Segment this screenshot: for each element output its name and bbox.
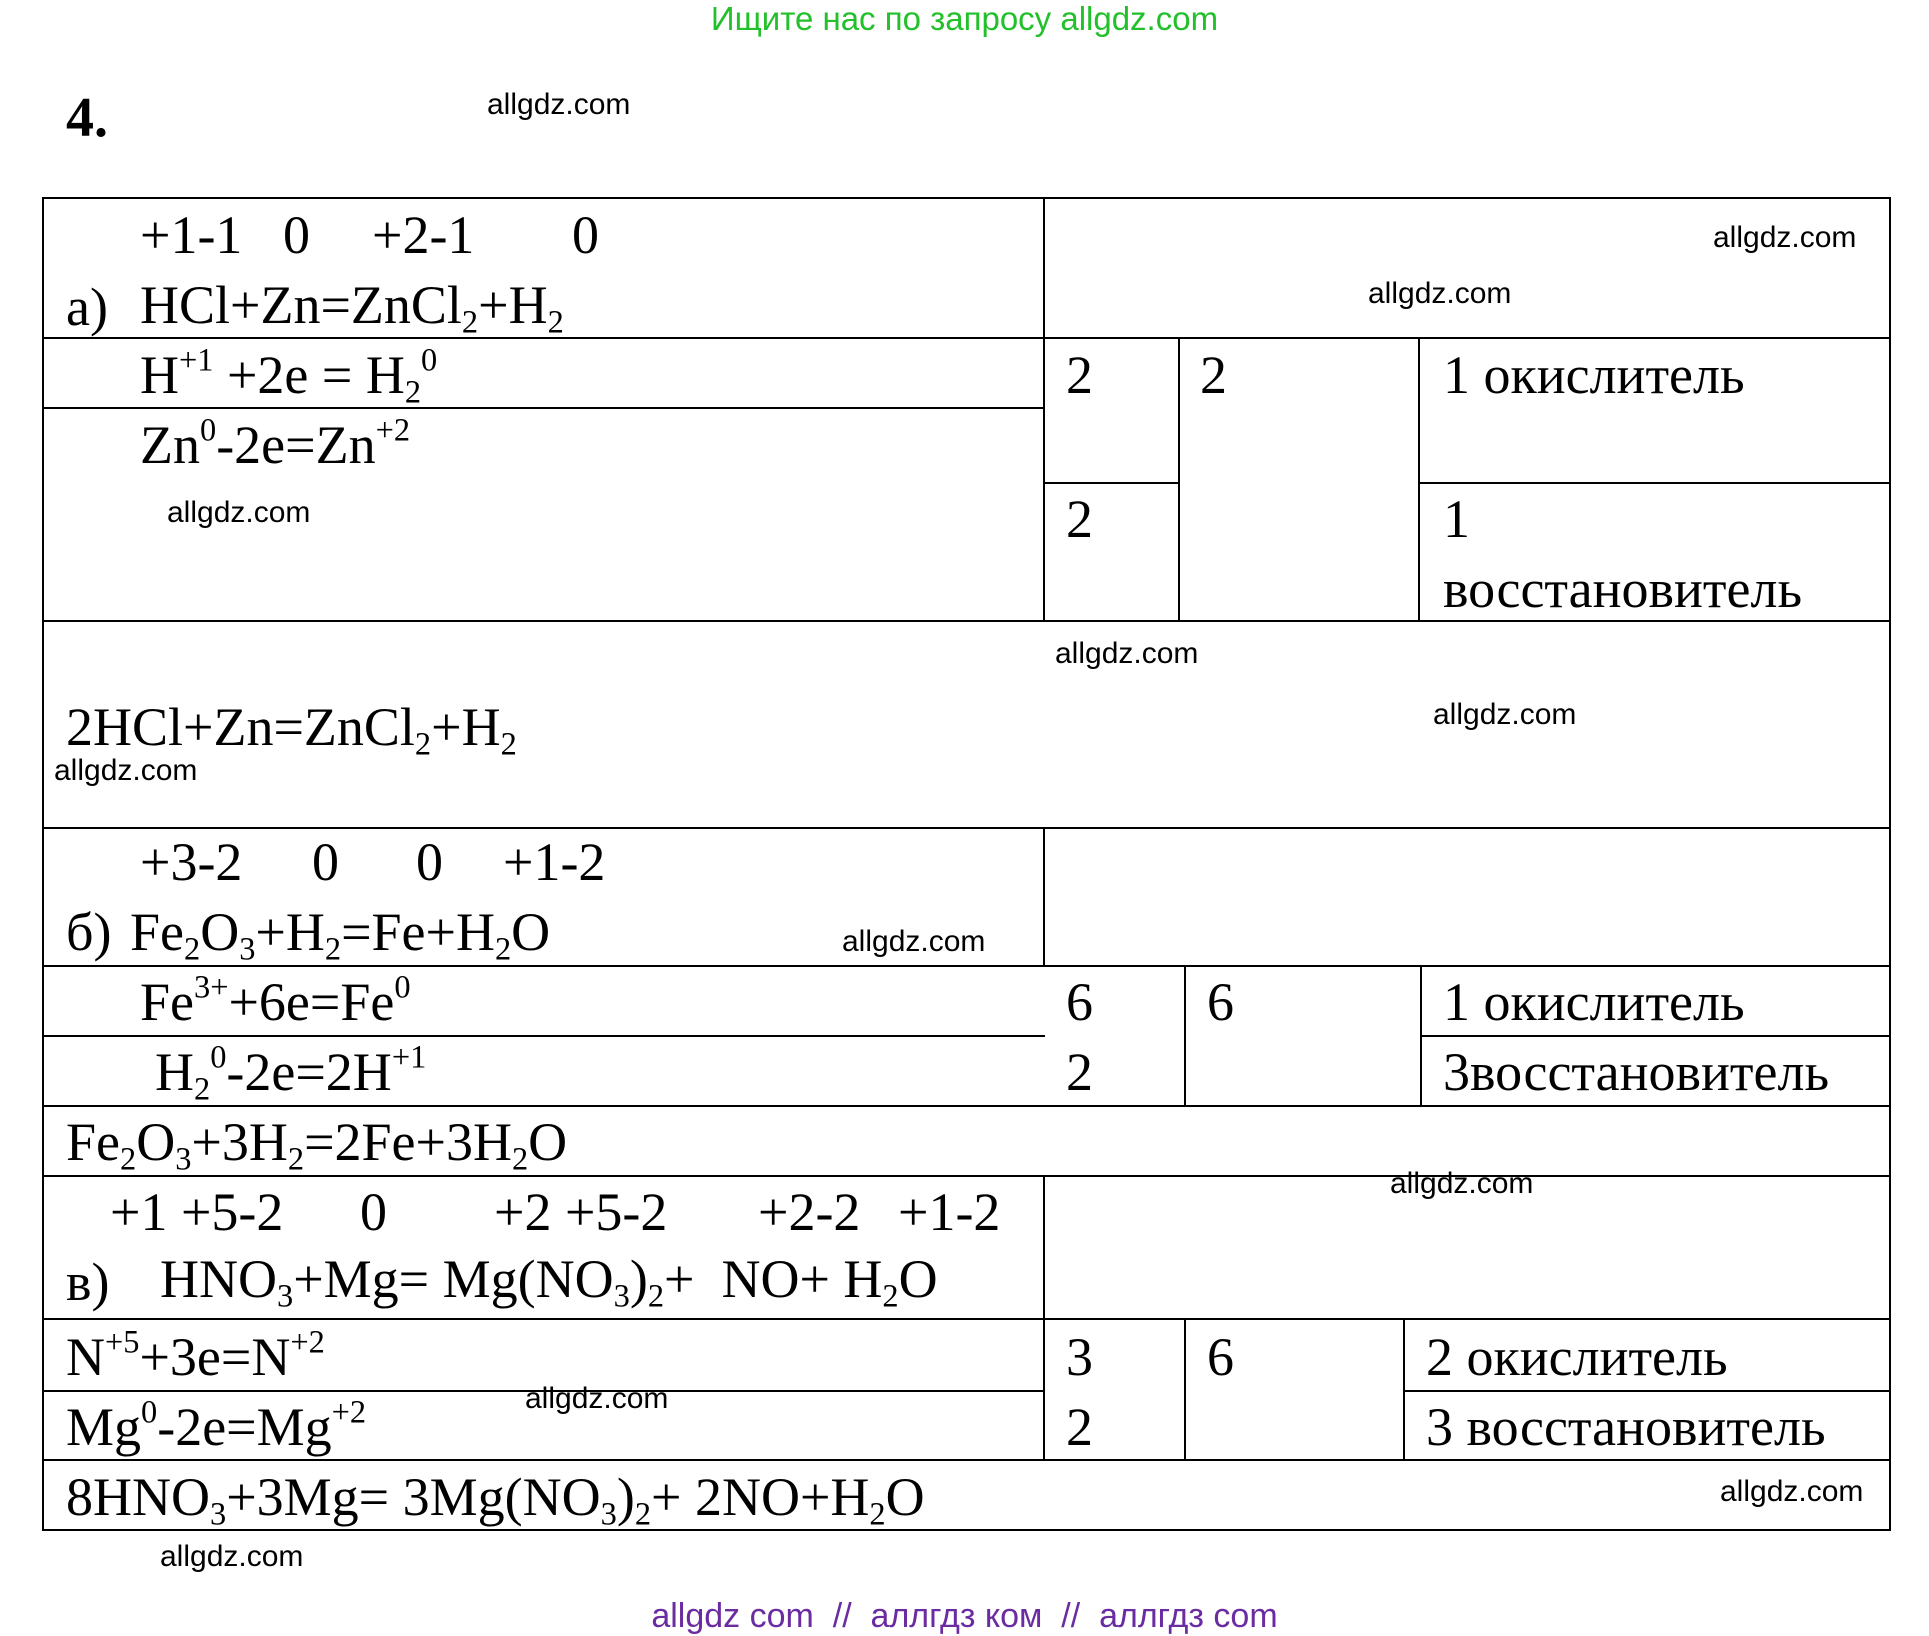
footer-banner[interactable]: allgdz com // аллгдз ком // аллгдз com	[651, 1597, 1278, 1635]
row-rule	[1420, 1035, 1891, 1037]
c-oxidation-state: +1-2	[898, 1182, 1001, 1242]
task-number: 4.	[66, 87, 108, 149]
watermark: allgdz.com	[487, 88, 631, 121]
b-electrons-2: 2	[1066, 1042, 1093, 1102]
row-rule	[42, 1035, 1045, 1037]
row-rule	[1045, 482, 1179, 484]
c-electrons-1: 3	[1066, 1327, 1093, 1387]
a-oxidation-state: 0	[283, 205, 310, 265]
b-half-reaction-1: $Fe^{3+}+6e=Fe^0$	[140, 969, 411, 1032]
b-oxidation-state: 0	[312, 832, 339, 892]
c-role-oxidizer: 2 окислитель	[1426, 1327, 1728, 1387]
watermark: allgdz.com	[160, 1540, 304, 1573]
a-role-reducer: восстановитель	[1443, 559, 1803, 619]
a-role-coef-reducer: 1	[1443, 489, 1470, 549]
a-oxidation-state: +2-1	[372, 205, 475, 265]
table-border-left	[42, 197, 44, 1531]
row-rule	[42, 827, 1891, 829]
b-equation: $Fe_2O_3+H_2=Fe+H_2O$	[130, 902, 551, 968]
c-oxidation-state: +2-2	[758, 1182, 861, 1242]
col-rule	[1403, 1318, 1405, 1461]
col-rule	[1420, 965, 1422, 1105]
a-label: а)	[66, 277, 108, 337]
a-electrons-1: 2	[1066, 345, 1093, 405]
a-equation: $HCl+Zn=ZnCl_2+H_2$	[140, 275, 564, 341]
header-banner[interactable]: Ищите нас по запросу allgdz.com	[710, 0, 1219, 37]
b-oxidation-state: 0	[416, 832, 443, 892]
c-oxidation-state: 0	[360, 1182, 387, 1242]
a-half-reaction-1: $H^{+1} +2e = H_2^0$	[140, 342, 438, 411]
c-equation: $HNO_3+Mg= Mg(NO_3)_2+ NO+ H_2O$	[160, 1249, 938, 1315]
b-oxidation-state: +3-2	[140, 832, 243, 892]
row-rule	[42, 1459, 1891, 1461]
row-rule	[42, 1175, 1891, 1177]
watermark: allgdz.com	[54, 754, 198, 787]
a-electrons-2: 2	[1066, 489, 1093, 549]
col-rule	[1043, 197, 1045, 622]
row-rule	[42, 407, 1045, 409]
col-rule	[1178, 337, 1180, 622]
col-rule	[1184, 965, 1186, 1105]
watermark: allgdz.com	[1055, 637, 1199, 670]
c-oxidation-state: +2 +5-2	[494, 1182, 668, 1242]
a-lcm: 2	[1200, 345, 1227, 405]
a-oxidation-state: 0	[572, 205, 599, 265]
b-role-oxidizer: 1 окислитель	[1443, 972, 1745, 1032]
row-rule	[1403, 1390, 1891, 1392]
watermark: allgdz.com	[1433, 698, 1577, 731]
a-oxidation-state: +1-1	[140, 205, 243, 265]
col-rule	[1043, 827, 1045, 967]
b-oxidation-state: +1-2	[503, 832, 606, 892]
c-electrons-2: 2	[1066, 1397, 1093, 1457]
watermark: allgdz.com	[1713, 221, 1857, 254]
watermark: allgdz.com	[1720, 1475, 1864, 1508]
row-rule	[42, 337, 1891, 339]
c-lcm: 6	[1207, 1327, 1234, 1387]
b-half-reaction-2: $H_2^0-2e=2H^{+1}$	[155, 1039, 427, 1108]
watermark: allgdz.com	[842, 925, 986, 958]
row-rule	[42, 965, 1891, 967]
row-rule	[42, 620, 1891, 622]
row-rule	[42, 1318, 1891, 1320]
row-rule	[42, 1105, 1891, 1107]
table-border-top	[42, 197, 1891, 199]
c-label: в)	[66, 1252, 110, 1312]
b-electrons-1: 6	[1066, 972, 1093, 1032]
a-balanced-equation: $2HCl+Zn=ZnCl_2+H_2$	[66, 697, 517, 763]
c-half-reaction-1: $N^{+5}+3e=N^{+2}$	[66, 1324, 325, 1387]
watermark: allgdz.com	[167, 496, 311, 529]
watermark: allgdz.com	[1368, 277, 1512, 310]
row-rule	[1418, 482, 1891, 484]
b-lcm: 6	[1207, 972, 1234, 1032]
watermark: allgdz.com	[1390, 1167, 1534, 1200]
col-rule	[1418, 337, 1420, 622]
watermark: allgdz.com	[525, 1382, 669, 1415]
b-role-reducer: 3восстановитель	[1443, 1042, 1830, 1102]
col-rule	[1184, 1318, 1186, 1461]
col-rule	[1043, 1318, 1045, 1461]
a-half-reaction-2: $Zn^0-2e=Zn^{+2}$	[140, 412, 411, 475]
b-balanced-equation: $Fe_2O_3+3H_2=2Fe+3H_2O$	[66, 1112, 568, 1178]
c-balanced-equation: $8HNO_3+3Mg= 3Mg(NO_3)_2+ 2NO+H_2O$	[66, 1467, 925, 1533]
b-label: б)	[66, 902, 112, 962]
table-border-bottom	[42, 1529, 1891, 1531]
a-role-oxidizer: 1 окислитель	[1443, 345, 1745, 405]
c-half-reaction-2: $Mg^0-2e=Mg^{+2}$	[66, 1394, 367, 1457]
table-border-right	[1889, 197, 1891, 1531]
c-role-reducer: 3 восстановитель	[1426, 1397, 1826, 1457]
c-oxidation-state: +1 +5-2	[110, 1182, 284, 1242]
